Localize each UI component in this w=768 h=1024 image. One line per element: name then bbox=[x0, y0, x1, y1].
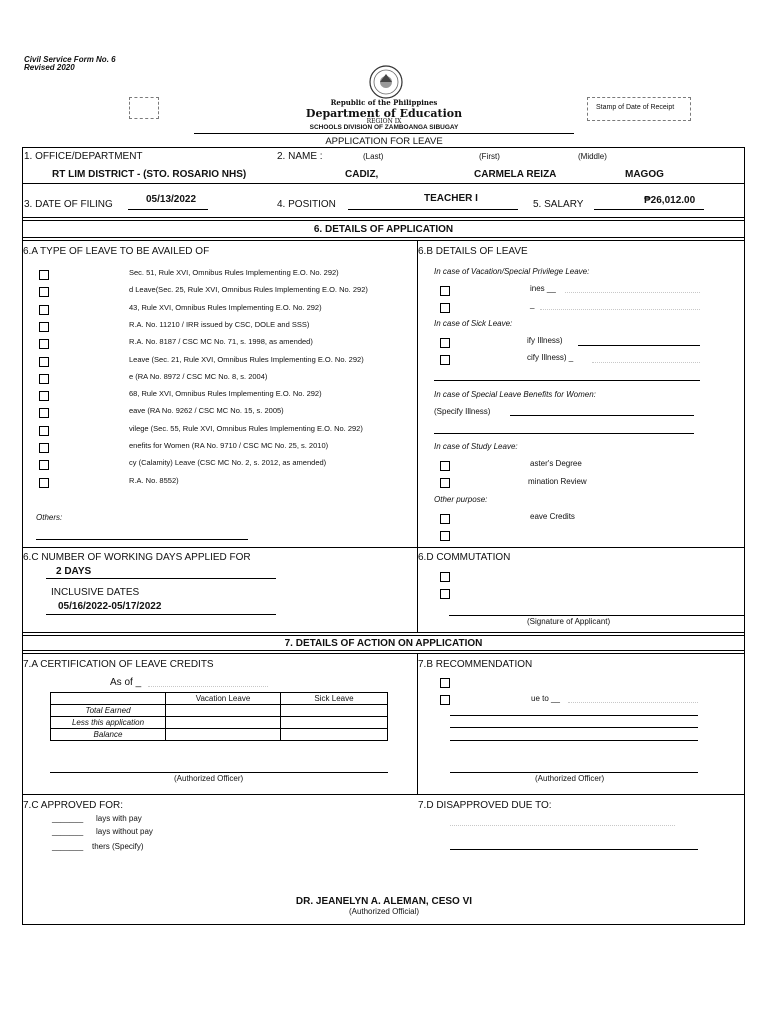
section7c-title: 7.C APPROVED FOR: bbox=[23, 800, 124, 811]
leave-type-label: R.A. No. 8552) bbox=[129, 475, 179, 485]
leave-type-checkbox[interactable] bbox=[39, 478, 49, 488]
leave-type-label: R.A. No. 11210 / IRR issued by CSC, DOLE and SSS) bbox=[129, 319, 310, 329]
leave-type-checkbox[interactable] bbox=[39, 270, 49, 280]
receipt-stamp-label: Stamp of Date of Receipt bbox=[596, 104, 675, 111]
row-balance: Balance bbox=[51, 729, 166, 741]
recommend-disapproval-checkbox[interactable] bbox=[440, 695, 450, 705]
leave-type-checkbox[interactable] bbox=[39, 357, 49, 367]
leave-type-checkbox[interactable] bbox=[39, 460, 49, 470]
republic-label: Republic of the Philippines bbox=[330, 98, 438, 107]
name-label: 2. NAME : bbox=[277, 151, 323, 162]
study-option-2: mination Review bbox=[528, 477, 587, 486]
credits-header-blank bbox=[51, 693, 166, 705]
region-label: REGION IX bbox=[366, 118, 402, 125]
sick-outpatient-checkbox[interactable] bbox=[440, 355, 450, 365]
leave-type-label: 43, Rule XVI, Omnibus Rules Implementing E.O. No. 292) bbox=[129, 302, 322, 312]
section6c-title: 6.C NUMBER OF WORKING DAYS APPLIED FOR bbox=[23, 552, 251, 563]
leave-type-checkbox[interactable] bbox=[39, 322, 49, 332]
leave-type-checkbox[interactable] bbox=[39, 339, 49, 349]
office-value[interactable]: RT LIM DISTRICT - (STO. ROSARIO NHS) bbox=[52, 169, 247, 180]
less-application-sick[interactable] bbox=[281, 717, 388, 729]
other-purpose-heading: Other purpose: bbox=[434, 495, 488, 504]
department-label: Department of Education bbox=[305, 107, 463, 120]
leave-type-checkbox[interactable] bbox=[39, 443, 49, 453]
leave-type-label: enefits for Women (RA No. 9710 / CSC MC No. 25, s. 2010) bbox=[129, 441, 329, 450]
form-number: Civil Service Form No. 6 bbox=[24, 55, 116, 64]
position-label: 4. POSITION bbox=[277, 199, 336, 210]
inclusive-dates-value[interactable]: 05/16/2022-05/17/2022 bbox=[58, 601, 162, 612]
others-blank: _______ bbox=[52, 842, 84, 851]
applicant-signature-label: (Signature of Applicant) bbox=[527, 617, 611, 626]
salary-label: 5. SALARY bbox=[533, 199, 584, 210]
section6a-title: 6.A TYPE OF LEAVE TO BE AVAILED OF bbox=[23, 246, 210, 257]
study-heading: In case of Study Leave: bbox=[434, 442, 518, 451]
women-option: (Specify Illness) bbox=[434, 407, 491, 416]
form-title: APPLICATION FOR LEAVE bbox=[325, 136, 443, 147]
others-label: Others: bbox=[36, 513, 63, 522]
salary-value[interactable]: ₱26,012.00 bbox=[644, 195, 696, 206]
inclusive-dates-label: INCLUSIVE DATES bbox=[51, 587, 140, 598]
leave-type-label: e (RA No. 8972 / CSC MC No. 8, s. 2004) bbox=[129, 371, 268, 381]
sick-option-1: ify Illness) bbox=[527, 336, 563, 345]
leave-type-checkbox[interactable] bbox=[39, 426, 49, 436]
section7a-title: 7.A CERTIFICATION OF LEAVE CREDITS bbox=[23, 659, 214, 670]
with-pay-blank: _______ bbox=[52, 814, 84, 823]
total-earned-sick[interactable] bbox=[281, 705, 388, 717]
leave-type-checkbox[interactable] bbox=[39, 305, 49, 315]
others-specify-label: thers (Specify) bbox=[92, 842, 144, 851]
row-less-this-application: Less this application bbox=[51, 717, 166, 729]
date-filing-label: 3. DATE OF FILING bbox=[24, 199, 113, 210]
leave-type-checkbox[interactable] bbox=[39, 408, 49, 418]
sick-in-hospital-checkbox[interactable] bbox=[440, 338, 450, 348]
recommend-approval-checkbox[interactable] bbox=[440, 678, 450, 688]
leave-type-checkbox[interactable] bbox=[39, 391, 49, 401]
division-label: SCHOOLS DIVISION OF ZAMBOANGA SIBUGAY bbox=[309, 124, 459, 131]
commutation-requested-checkbox[interactable] bbox=[440, 589, 450, 599]
last-name-label: (Last) bbox=[363, 152, 384, 161]
authorized-officer-label-a: (Authorized Officer) bbox=[174, 774, 244, 783]
last-name-value[interactable]: CADIZ, bbox=[345, 169, 379, 180]
commutation-not-requested-checkbox[interactable] bbox=[440, 572, 450, 582]
middle-name-value[interactable]: MAGOG bbox=[625, 169, 664, 180]
middle-name-label: (Middle) bbox=[578, 152, 607, 161]
days-with-pay-label: lays with pay bbox=[96, 814, 142, 823]
vacation-abroad-checkbox[interactable] bbox=[440, 303, 450, 313]
leave-type-label: d Leave(Sec. 25, Rule XVI, Omnibus Rules Implementing E.O. No. 292) bbox=[129, 285, 368, 295]
vacation-within-ph-checkbox[interactable] bbox=[440, 286, 450, 296]
col-sick-leave: Sick Leave bbox=[281, 693, 388, 705]
working-days-value[interactable]: 2 DAYS bbox=[56, 566, 92, 577]
authorized-officer-label-b: (Authorized Officer) bbox=[535, 774, 605, 783]
first-name-label: (First) bbox=[479, 152, 500, 161]
leave-type-label: 68, Rule XVI, Omnibus Rules Implementing E.O. No. 292) bbox=[129, 389, 322, 399]
other-option-1: eave Credits bbox=[530, 512, 575, 521]
section6b-title: 6.B DETAILS OF LEAVE bbox=[418, 246, 528, 257]
as-of-label: As of _ bbox=[110, 677, 142, 688]
study-option-1: aster's Degree bbox=[530, 459, 582, 468]
without-pay-blank: _______ bbox=[52, 827, 84, 836]
total-earned-vacation[interactable] bbox=[166, 705, 281, 717]
form-frame bbox=[22, 147, 745, 925]
due-to-label: ue to __ bbox=[531, 694, 560, 703]
balance-vacation[interactable] bbox=[166, 729, 281, 741]
leave-credits-table bbox=[50, 692, 388, 741]
leave-type-label: Leave (Sec. 21, Rule XVI, Omnibus Rules Implementing E.O. No. 292) bbox=[129, 354, 364, 364]
section7-title: 7. DETAILS OF ACTION ON APPLICATION bbox=[284, 638, 483, 649]
logo-placeholder bbox=[129, 97, 159, 119]
terminal-leave-checkbox[interactable] bbox=[440, 531, 450, 541]
study-masters-checkbox[interactable] bbox=[440, 461, 450, 471]
vacation-option-1: ines __ bbox=[530, 284, 556, 293]
less-application-vacation[interactable] bbox=[166, 717, 281, 729]
position-value[interactable]: TEACHER I bbox=[424, 193, 478, 204]
date-filing-value[interactable]: 05/13/2022 bbox=[146, 194, 197, 205]
leave-type-label: cy (Calamity) Leave (CSC MC No. 2, s. 2012, as amended) bbox=[129, 458, 327, 468]
col-vacation-leave: Vacation Leave bbox=[166, 693, 281, 705]
days-without-pay-label: lays without pay bbox=[96, 827, 153, 836]
sick-heading: In case of Sick Leave: bbox=[434, 319, 513, 328]
first-name-value[interactable]: CARMELA REIZA bbox=[474, 169, 557, 180]
balance-sick[interactable] bbox=[281, 729, 388, 741]
authorized-official-label: (Authorized Official) bbox=[348, 907, 420, 916]
section6d-title: 6.D COMMUTATION bbox=[418, 552, 511, 563]
form-revision: Revised 2020 bbox=[24, 63, 75, 72]
deped-seal-icon bbox=[366, 64, 406, 100]
leave-type-label: R.A. No. 8187 / CSC MC No. 71, s. 1998, as amended) bbox=[129, 337, 313, 347]
sick-option-2: cify Illness) _ bbox=[527, 353, 574, 362]
section7d-title: 7.D DISAPPROVED DUE TO: bbox=[418, 800, 552, 811]
study-bar-review-checkbox[interactable] bbox=[440, 478, 450, 488]
section6-title: 6. DETAILS OF APPLICATION bbox=[313, 224, 454, 235]
leave-type-label: vilege (Sec. 55, Rule XVI, Omnibus Rules Implementing E.O. No. 292) bbox=[129, 423, 363, 433]
office-label: 1. OFFICE/DEPARTMENT bbox=[24, 151, 143, 162]
women-heading: In case of Special Leave Benefits for Women: bbox=[434, 390, 596, 399]
leave-type-checkbox[interactable] bbox=[39, 374, 49, 384]
official-name: DR. JEANELYN A. ALEMAN, CESO VI bbox=[234, 896, 534, 907]
vacation-heading: In case of Vacation/Special Privilege Leave: bbox=[434, 267, 590, 276]
section7b-title: 7.B RECOMMENDATION bbox=[418, 659, 533, 670]
leave-type-label: Sec. 51, Rule XVI, Omnibus Rules Implementing E.O. No. 292) bbox=[129, 268, 339, 277]
row-total-earned: Total Earned bbox=[51, 705, 166, 717]
monetization-checkbox[interactable] bbox=[440, 514, 450, 524]
leave-type-label: eave (RA No. 9262 / CSC MC No. 15, s. 2005) bbox=[129, 406, 284, 416]
vacation-option-2: _ bbox=[530, 300, 535, 309]
leave-type-checkbox[interactable] bbox=[39, 287, 49, 297]
